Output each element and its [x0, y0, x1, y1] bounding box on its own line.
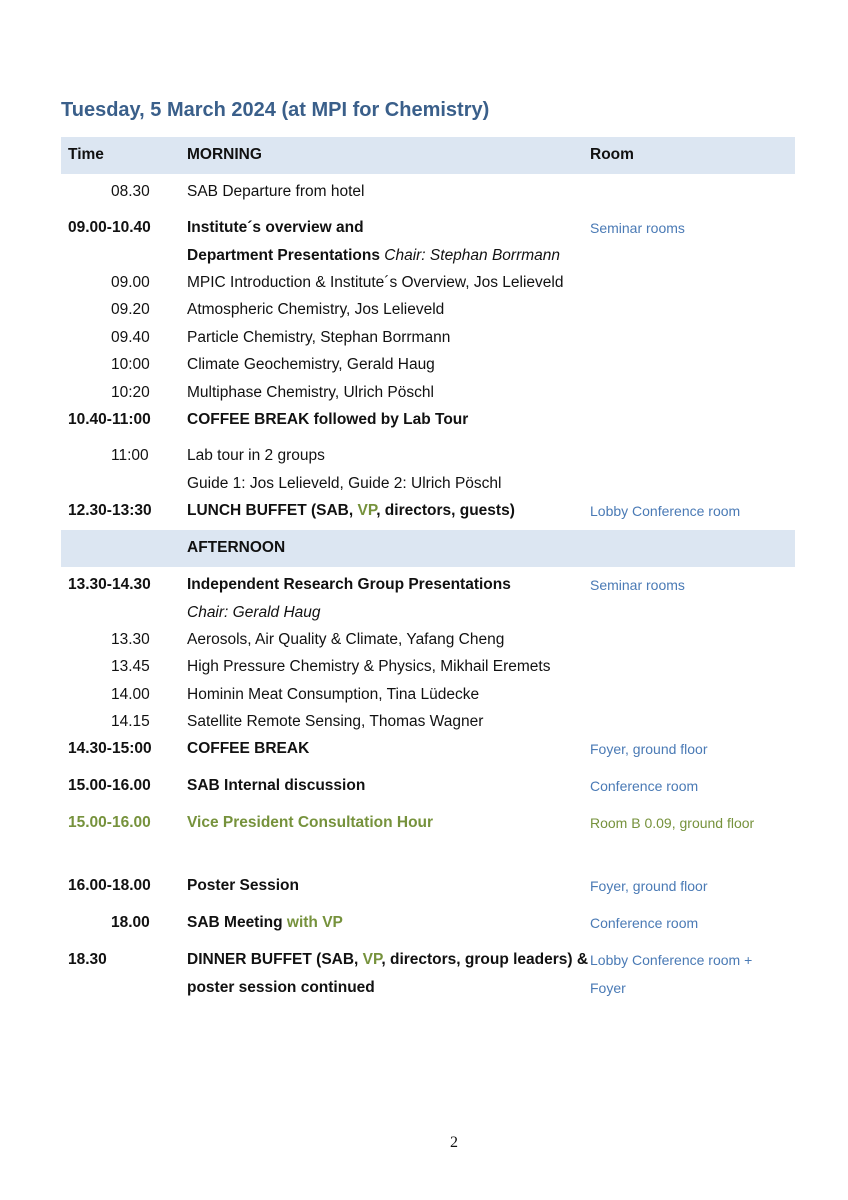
dept-presentations-label: Department Presentations — [187, 247, 380, 264]
row-time: 10:20 — [111, 384, 150, 401]
lunch-text-b: , directors, guests) — [376, 502, 515, 519]
row-room: Seminar rooms — [590, 577, 685, 593]
row-time: 18.00 — [111, 914, 150, 931]
row-event: Independent Research Group Presentations — [187, 576, 511, 593]
vp-label: VP — [357, 502, 377, 519]
header-morning: MORNING — [187, 146, 262, 163]
row-time: 09.00-10.40 — [68, 219, 151, 236]
row-time: 09.40 — [111, 329, 150, 346]
row-room: Conference room — [590, 778, 699, 794]
row-event: Hominin Meat Consumption, Tina Lüdecke — [187, 686, 480, 703]
row-event: Vice President Consultation Hour — [187, 814, 434, 831]
row-room: Lobby Conference room — [590, 503, 741, 519]
row-time: 13.30 — [111, 631, 150, 648]
row-event: Atmospheric Chemistry, Jos Lelieveld — [187, 301, 445, 318]
row-event: Lab tour in 2 groups — [187, 447, 325, 464]
row-room: Foyer, ground floor — [590, 741, 708, 757]
row-event: Guide 1: Jos Lelieveld, Guide 2: Ulrich Pöschl — [187, 475, 502, 492]
row-time: 15.00-16.00 — [68, 814, 151, 831]
row-time: 11:00 — [111, 447, 149, 464]
row-room: Foyer, ground floor — [590, 878, 708, 894]
row-chair: Chair: Gerald Haug — [187, 604, 321, 621]
row-time: 14.00 — [111, 686, 150, 703]
row-event: MPIC Introduction & Institute´s Overview, Jos Lelieveld — [187, 274, 564, 291]
row-time: 08.30 — [111, 183, 150, 200]
row-event — [187, 247, 560, 265]
row-event: Multiphase Chemistry, Ulrich Pöschl — [187, 384, 434, 401]
vp-label: VP — [362, 951, 382, 968]
row-event — [187, 951, 588, 969]
chair-label: Chair: Stephan Borrmann — [384, 247, 561, 264]
row-room: Conference room — [590, 915, 699, 931]
row-time: 18.30 — [68, 951, 107, 968]
row-event: poster session continued — [187, 979, 375, 996]
header-room: Room — [590, 146, 634, 163]
row-event: Climate Geochemistry, Gerald Haug — [187, 356, 435, 373]
header-afternoon: AFTERNOON — [187, 539, 286, 556]
row-room: Foyer — [590, 980, 626, 996]
with-vp-label: with VP — [286, 914, 343, 931]
row-event: High Pressure Chemistry & Physics, Mikhail Eremets — [187, 658, 551, 675]
row-room: Room B 0.09, ground floor — [590, 815, 755, 831]
page-number: 2 — [450, 1134, 458, 1151]
row-time: 09.20 — [111, 301, 150, 318]
row-event: COFFEE BREAK — [187, 740, 310, 757]
afternoon-header — [61, 530, 795, 567]
row-time: 09.00 — [111, 274, 150, 291]
row-event: COFFEE BREAK followed by Lab Tour — [187, 411, 469, 428]
lunch-text-a: LUNCH BUFFET (SAB, — [187, 502, 358, 519]
row-event — [187, 502, 515, 520]
row-time: 14.15 — [111, 713, 150, 730]
row-time: 15.00-16.00 — [68, 777, 151, 794]
row-event: Institute´s overview and — [187, 219, 364, 236]
row-event: Particle Chemistry, Stephan Borrmann — [187, 329, 451, 346]
row-time: 16.00-18.00 — [68, 877, 151, 894]
dinner-text-a: DINNER BUFFET (SAB, — [187, 951, 363, 968]
header-time: Time — [68, 146, 104, 163]
row-event: SAB Internal discussion — [187, 777, 366, 794]
morning-header — [61, 137, 795, 174]
row-time: 13.45 — [111, 658, 150, 675]
row-event — [187, 914, 343, 932]
page-title: Tuesday, 5 March 2024 (at MPI for Chemistry) — [61, 99, 490, 121]
row-time: 14.30-15:00 — [68, 740, 152, 757]
sab-meeting-text: SAB Meeting — [187, 914, 287, 931]
row-event: Satellite Remote Sensing, Thomas Wagner — [187, 713, 484, 730]
row-time: 10.40-11:00 — [68, 411, 151, 428]
dinner-text-b: , directors, group leaders) & — [381, 951, 589, 968]
row-time: 12.30-13:30 — [68, 502, 152, 519]
row-event: Aerosols, Air Quality & Climate, Yafang Cheng — [187, 631, 505, 648]
row-time: 10:00 — [111, 356, 150, 373]
row-time: 13.30-14.30 — [68, 576, 151, 593]
row-event: SAB Departure from hotel — [187, 183, 365, 200]
row-event: Poster Session — [187, 877, 299, 894]
row-room: Seminar rooms — [590, 220, 685, 236]
row-room: Lobby Conference room + — [590, 952, 753, 968]
